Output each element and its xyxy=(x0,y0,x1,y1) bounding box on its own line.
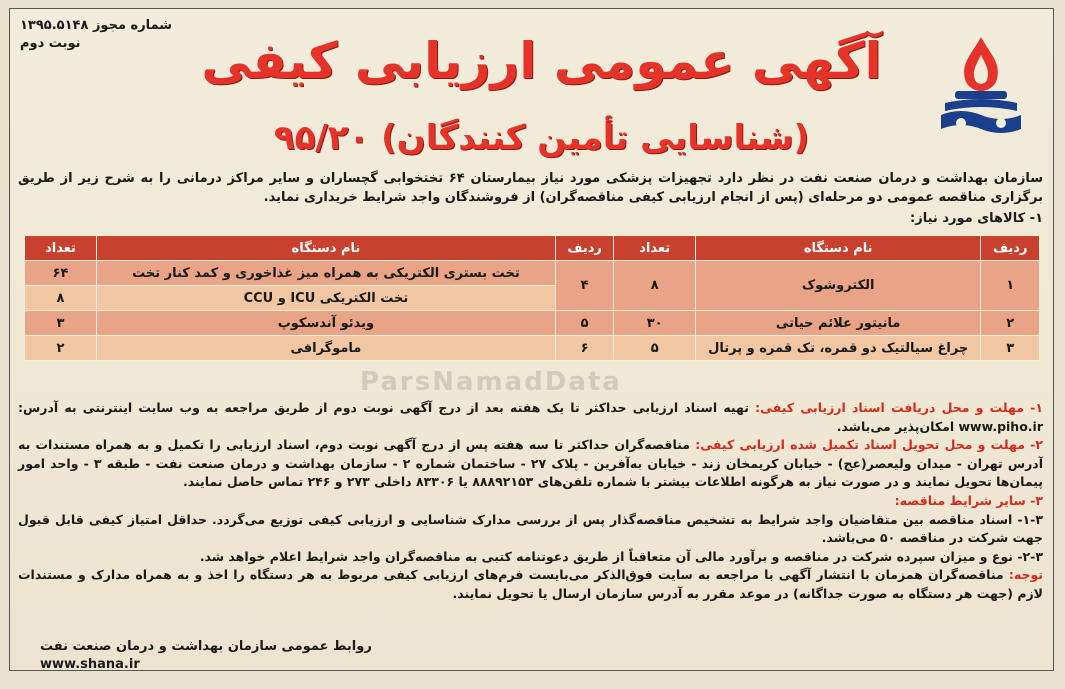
section-1-heading: ۱- کالاهای مورد نیاز: xyxy=(910,211,1043,226)
oil-industry-logo-icon xyxy=(931,33,1031,143)
footer-website-link[interactable]: www.shana.ir xyxy=(40,657,140,671)
table-row xyxy=(25,261,1040,286)
section-2-paragraph xyxy=(18,399,1043,436)
footer-organization: روابط عمومی سازمان بهداشت و درمان صنعت نفت xyxy=(40,639,372,654)
header-count: تعداد xyxy=(25,236,97,261)
header-device-name: نام دستگاه xyxy=(96,236,555,261)
note-text: مناقصه‌گران همزمان با انتشار آگهی با مراجعه به سایت فوق‌الذکر می‌بایست فرم‌های ارزیابی کیفی مربوط به هر دستگاه را اخذ و به همراه مدارک و مستندات لازم (جهت هر دستگاه به صورت جداگانه) در موعد مقرر به آدرس سازمان ارسال یا تحویل نمایند. xyxy=(18,567,1043,601)
section-heading: ۲- مهلت و محل تحویل اسناد تکمیل شده ارزیابی کیفی: xyxy=(695,437,1044,453)
intro-paragraph: سازمان بهداشت و درمان صنعت نفت در نظر دارد تجهیزات پزشکی مورد نیاز بیمارستان ۶۴ تختخوابی گچساران و سایر مراکز درمانی را به شرح زیر از طریق برگزاری مناقصه عمومی دو مرحله‌ای (پس از انجام ارزیابی کیفی مناقصه‌گران) از فروشندگان واجد شرایط خریداری نماید. xyxy=(18,171,1043,205)
row-number: ۴ xyxy=(555,261,614,311)
table-header-row xyxy=(25,236,1040,261)
device-name: چراغ سیالتیک دو قمره، تک قمره و پرتال xyxy=(695,336,980,361)
section-heading: ۳- سایر شرایط مناقصه: xyxy=(894,492,1043,508)
device-count: ۲ xyxy=(25,336,97,361)
permit-number: شماره مجوز ۱۳۹۵.۵۱۴۸ xyxy=(20,18,173,33)
row-number: ۵ xyxy=(555,311,614,336)
note-paragraph xyxy=(18,566,1043,603)
row-number: ۶ xyxy=(555,336,614,361)
website-link[interactable]: www.piho.ir xyxy=(958,418,1043,434)
device-name: تخت الکتریکی ICU و CCU xyxy=(96,286,555,311)
section-text: مناقصه‌گران حداکثر تا سه هفته پس از درج آگهی نوبت دوم، اسناد ارزیابی را تکمیل و به همراه مستندات به آدرس تهران - میدان ولیعصر(عج) - خیابان کریمخان زند - خیابان به‌آفرین - پلاک ۲۷ - ساختمان شماره ۲ - سازمان بهداشت و درمان صنعت نفت - طبقه ۳ - واحد امور پیمان‌ها تحویل نمایند و در صورت نیاز به هرگونه اطلاعات بیشتر با شماره تلفن‌های ۸۸۸۹۲۱۵۳ یا ۸۳۳۰۶ داخلی ۲۷۳ و ۲۴۶ تماس حاصل نمایند. xyxy=(18,437,1044,490)
header-count: تعداد xyxy=(614,236,696,261)
section-text: امکان‌پذیر می‌باشد. xyxy=(836,418,959,434)
section-heading: ۱- مهلت و محل دریافت اسناد ارزیابی کیفی: xyxy=(755,400,1043,415)
permit-block xyxy=(20,17,172,53)
device-count: ۶۴ xyxy=(25,261,97,286)
advertisement-page xyxy=(9,8,1054,671)
condition-3-1: ۱-۳- اسناد مناقصه بین متقاضیان واجد شرایط به تشخیص مناقصه‌گذار پس از بررسی مدارک شناسایی و ارزیابی کیفی توزیع می‌گردد. حداقل امتیاز کیفی قابل قبول جهت شرکت در مناقصه ۵۰ می‌باشد. xyxy=(18,511,1043,546)
device-count: ۸ xyxy=(614,261,696,311)
section-3-paragraph xyxy=(18,436,1043,492)
page-title: آگهی عمومی ارزیابی کیفی xyxy=(201,32,882,90)
section-4-heading-line xyxy=(18,492,1043,511)
watermark: ParsNamadData xyxy=(360,367,622,397)
header-row-number: ردیف xyxy=(981,236,1040,261)
device-name: تخت بستری الکتریکی به همراه میز غذاخوری و کمد کنار تخت xyxy=(96,261,555,286)
device-count: ۳۰ xyxy=(614,311,696,336)
device-name: مانیتور علائم حیاتی xyxy=(695,311,980,336)
condition-3-2: ۲-۳- نوع و میزان سپرده شرکت در مناقصه و برآورد مالی آن متعاقباً از طریق دعوتنامه کتبی به مناقصه‌گران واجد شرایط اعلام خواهد شد. xyxy=(199,548,1043,564)
page-subtitle: (شناسایی تأمین کنندگان) ۹۵/۲۰ xyxy=(273,118,810,158)
header-row-number: ردیف xyxy=(555,236,614,261)
table-row xyxy=(25,311,1040,336)
publication-round: نوبت دوم xyxy=(20,36,81,51)
device-name: ویدئو آندسکوپ xyxy=(96,311,555,336)
row-number: ۲ xyxy=(981,311,1040,336)
section-text: تهیه اسناد ارزیابی حداکثر تا یک هفته بعد از درج آگهی نوبت دوم از طریق مراجعه به وب سایت اینترنتی به آدرس: xyxy=(18,400,756,415)
device-name: الکتروشوک xyxy=(695,261,980,311)
device-name: ماموگرافی xyxy=(96,336,555,361)
row-number: ۳ xyxy=(981,336,1040,361)
device-count: ۵ xyxy=(614,336,696,361)
header-device-name: نام دستگاه xyxy=(695,236,980,261)
conditions-body xyxy=(18,399,1043,604)
device-count: ۳ xyxy=(25,311,97,336)
items-table xyxy=(24,235,1040,361)
row-number: ۱ xyxy=(981,261,1040,311)
note-heading: توجه: xyxy=(1008,567,1043,583)
table-row xyxy=(25,336,1040,361)
device-count: ۸ xyxy=(25,286,97,311)
